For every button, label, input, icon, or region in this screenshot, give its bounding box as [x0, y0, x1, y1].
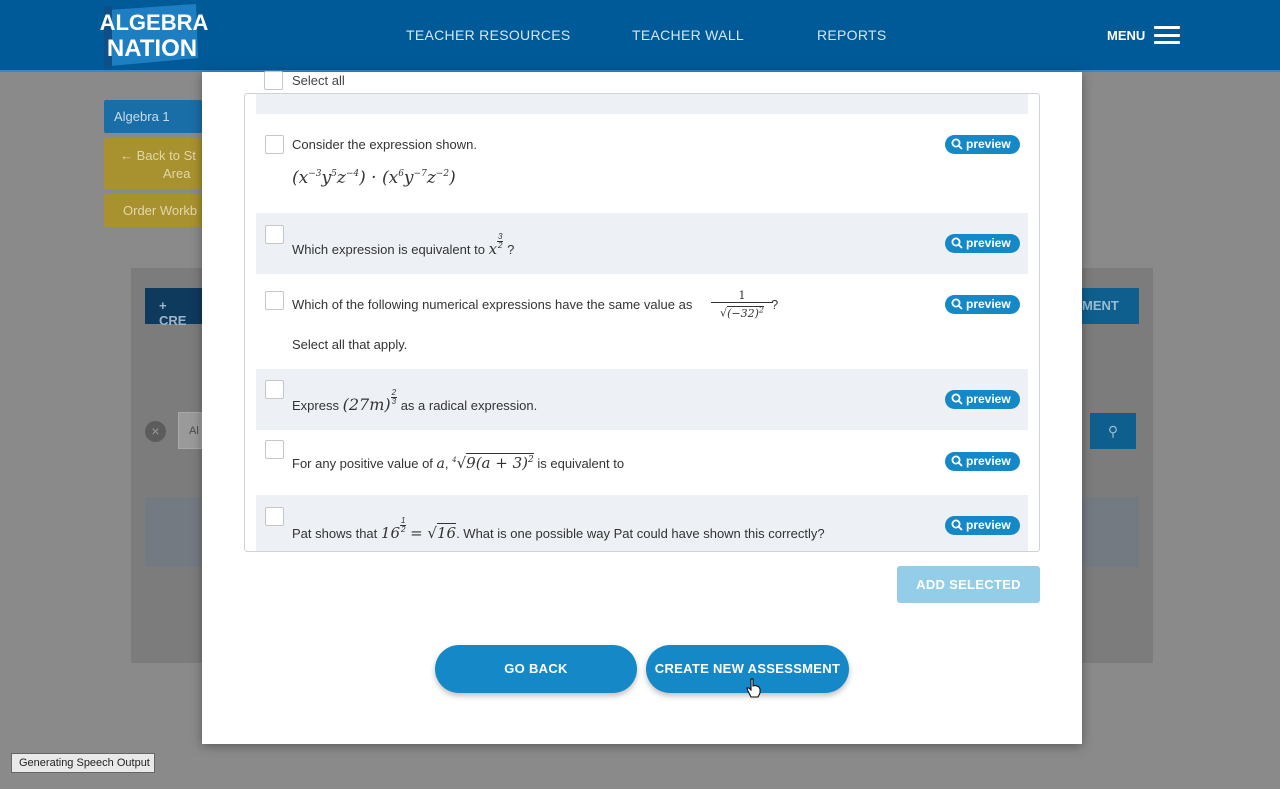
question-list[interactable]: [244, 93, 1040, 552]
preview-button-2[interactable]: preview: [945, 234, 1020, 253]
svg-text:NATION: NATION: [106, 35, 198, 62]
bg-algebra-1-tab: Algebra 1: [104, 100, 202, 133]
bg-search-icon: ⚲: [1090, 413, 1136, 449]
question-text-1: Consider the expression shown.: [292, 137, 477, 152]
add-questions-modal: [202, 72, 1082, 744]
question-checkbox-5[interactable]: [265, 440, 284, 459]
hand-cursor-icon: [746, 678, 762, 698]
question-text-3: Which of the following numerical expressions have the same value as: [292, 297, 693, 312]
question-text-2: Which expression is equivalent to x $\frac{3}{2}$ ?: [292, 232, 515, 258]
question-row-2: [256, 213, 1028, 274]
question-row-5: [256, 430, 1028, 495]
nav-teacher-resources[interactable]: TEACHER RESOURCES: [406, 27, 571, 43]
algebra-nation-logo[interactable]: [99, 2, 209, 70]
question-checkbox-2[interactable]: [265, 225, 284, 244]
preview-button-4[interactable]: preview: [945, 390, 1020, 409]
list-top-strip: [256, 94, 1028, 114]
question-checkbox-4[interactable]: [265, 380, 284, 399]
magnifier-icon: [951, 455, 963, 467]
hamburger-menu-icon[interactable]: [1154, 26, 1180, 44]
question-row-6: [256, 495, 1028, 551]
magnifier-icon: [951, 519, 963, 531]
question-checkbox-6[interactable]: [265, 507, 284, 526]
question-row-1: [256, 114, 1028, 213]
nav-reports[interactable]: REPORTS: [817, 27, 887, 43]
bg-order-workbook-button: Order Workb: [104, 194, 202, 227]
bg-back-label-2: Area: [163, 166, 191, 181]
question-row-3: [256, 274, 1028, 369]
preview-button-1[interactable]: preview: [945, 135, 1020, 154]
question-text-5: For any positive value of a, $^4√9(a + 3)^2$ is equivalent to: [292, 454, 625, 472]
question-math-3: 1 $√(-32)^2$: [711, 289, 773, 320]
magnifier-icon: [951, 298, 963, 310]
speech-status-bar: Generating Speech Output: [11, 753, 155, 773]
select-all-label: Select all: [292, 73, 345, 88]
preview-button-3[interactable]: preview: [945, 295, 1020, 314]
question-text-3-after: ?: [771, 297, 779, 312]
top-header: [0, 0, 1280, 72]
bg-assessment-button: MENT: [1080, 288, 1139, 324]
bg-clear-icon: ×: [145, 421, 166, 442]
nav-teacher-wall[interactable]: TEACHER WALL: [632, 27, 744, 43]
question-row-4: [256, 369, 1028, 430]
preview-button-6[interactable]: preview: [945, 516, 1020, 535]
bg-back-label-1: Back to St: [136, 148, 196, 163]
bg-back-button: [104, 138, 202, 189]
magnifier-icon: [951, 393, 963, 405]
svg-text:ALGEBRA: ALGEBRA: [99, 10, 209, 35]
bg-search-input: Al: [178, 412, 202, 449]
bg-create-button: + CRE: [145, 288, 203, 324]
question-math-1: $(x^{-3}y^5z^{-4}) \cdot (x^6y^{-7}z^{-2})$: [292, 168, 456, 188]
select-all-checkbox[interactable]: [264, 71, 283, 90]
question-subtext-3: Select all that apply.: [292, 337, 408, 352]
preview-button-5[interactable]: preview: [945, 452, 1020, 471]
question-checkbox-3[interactable]: [265, 291, 284, 310]
magnifier-icon: [951, 237, 963, 249]
question-checkbox-1[interactable]: [265, 135, 284, 154]
question-text-4: Express (27m) $\frac{2}{3}$ as a radical expression.: [292, 388, 538, 414]
menu-label[interactable]: MENU: [1107, 28, 1146, 43]
go-back-button[interactable]: GO BACK: [435, 645, 637, 693]
magnifier-icon: [951, 138, 963, 150]
question-text-6: Pat shows that 16 $\frac{1}{2}$ = √16. What is one possible way Pat could have shown this correctly?: [292, 516, 825, 542]
arrow-left-icon: ←: [120, 148, 137, 163]
add-selected-button[interactable]: ADD SELECTED: [897, 566, 1040, 603]
create-new-assessment-button[interactable]: CREATE NEW ASSESSMENT: [646, 645, 849, 693]
